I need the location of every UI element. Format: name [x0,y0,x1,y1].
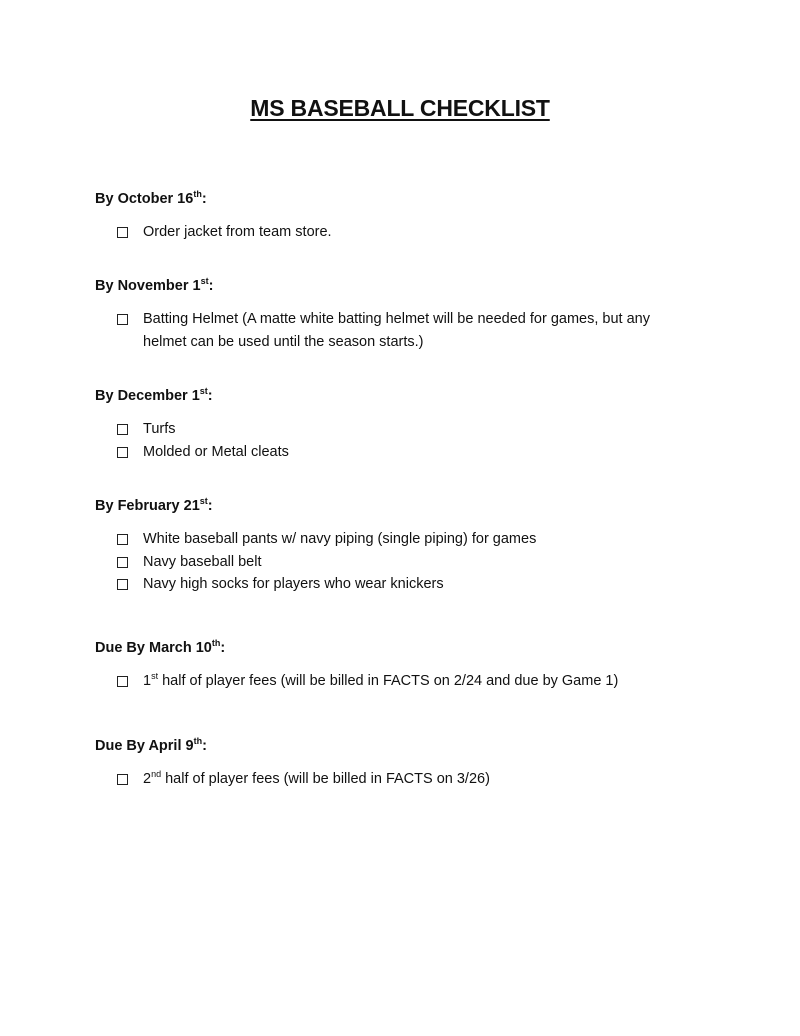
checklist-item [95,308,715,353]
checklist-item-text: Batting Helmet (A matte white batting helmet will be needed for games, but any helmet can be used until the season starts.) [143,311,650,350]
checklist [95,221,715,244]
section-april [95,736,715,791]
section-heading: By February 21st: [95,496,213,514]
section-october [95,189,715,244]
page-title: MS BASEBALL CHECKLIST [250,95,550,121]
section-february [95,496,715,596]
checklist-item-text: Order jacket from team store. [143,224,332,240]
section-heading: By December 1st: [95,386,213,404]
section-heading: By October 16th: [95,189,207,207]
section-heading: Due By March 10th: [95,638,226,656]
checklist-item [95,573,715,596]
checkbox[interactable] [117,447,128,458]
checklist-item-text: Molded or Metal cleats [143,443,289,460]
checklist [95,528,715,596]
checklist [95,768,715,791]
checkbox[interactable] [117,774,128,785]
checklist-item [95,670,715,693]
checklist [95,308,715,353]
section-november [95,276,715,353]
checklist [95,670,715,693]
section-heading: By November 1st: [95,276,214,294]
checkbox[interactable] [117,557,128,568]
section-heading: Due By April 9th: [95,736,207,754]
checklist-item-text: Turfs [143,421,176,437]
section-december [95,386,715,463]
section-march [95,638,715,693]
checklist-item [95,528,715,551]
checkbox[interactable] [117,676,128,687]
checkbox[interactable] [117,424,128,435]
checklist-item-text: White baseball pants w/ navy piping (single piping) for games [143,531,537,547]
checklist-item-text: Navy high socks for players who wear knickers [143,576,444,592]
checkbox[interactable] [117,314,128,325]
checklist-item [95,221,715,244]
checklist-item [95,418,715,441]
checkbox[interactable] [117,579,128,590]
checklist-item-text: Navy baseball belt [143,553,262,570]
checklist-item [95,441,715,464]
checklist-item [95,768,715,791]
checkbox[interactable] [117,227,128,238]
checklist-item [95,551,715,574]
checklist [95,418,715,463]
checklist-item-text: 2nd half of player fees (will be billed in FACTS on 3/26) [143,769,490,787]
checklist-item-text: 1st half of player fees (will be billed in FACTS on 2/24 and due by Game 1) [143,671,619,689]
checkbox[interactable] [117,534,128,545]
